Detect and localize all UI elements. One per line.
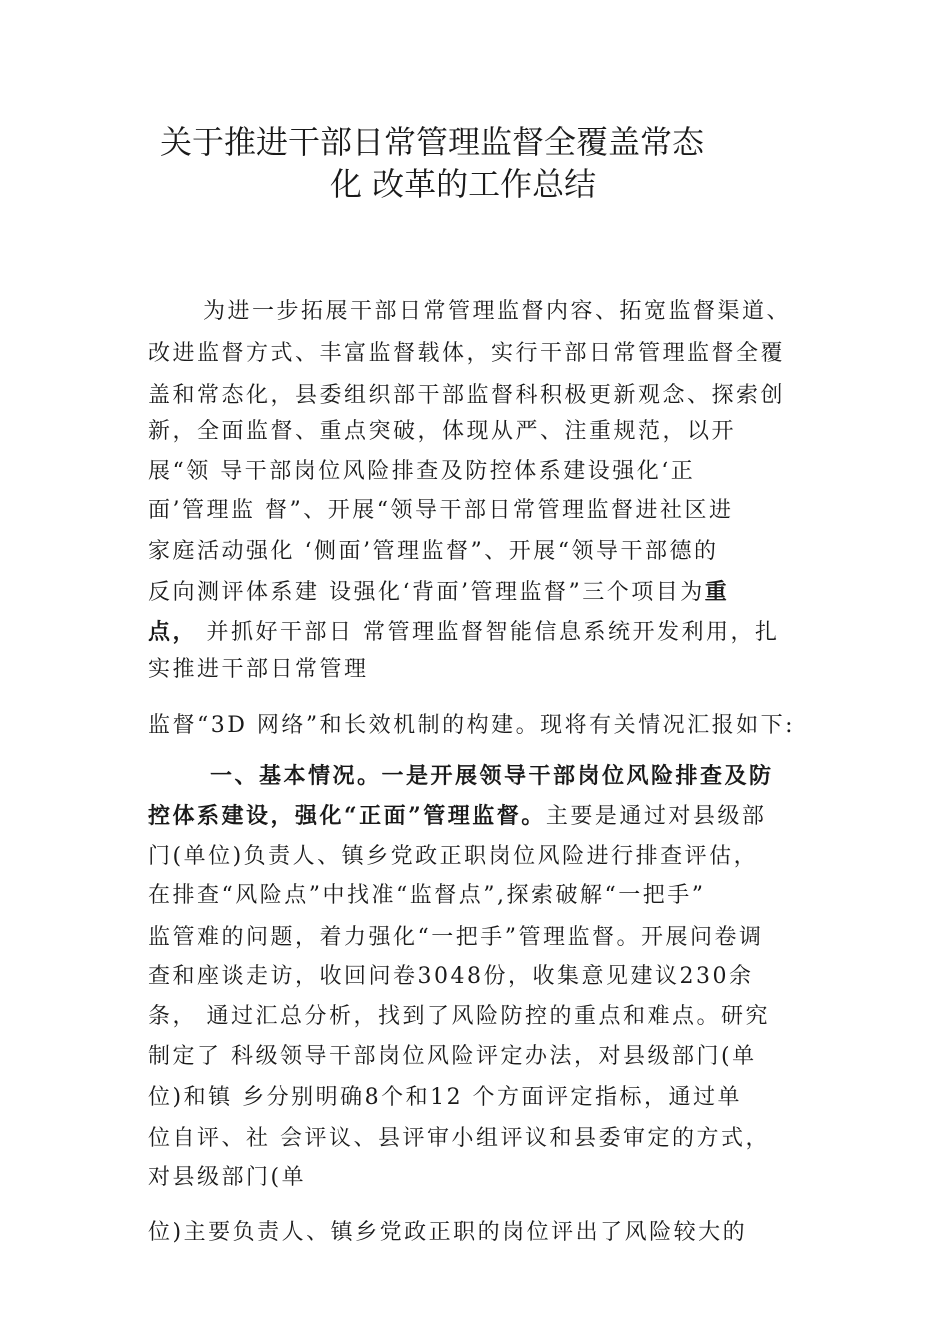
text-run: 反向测评体系建 设强化‘背面’管理监督”三个项目为 — [148, 580, 705, 605]
paragraph-1-line: 盖和常态化，县委组织部干部监督科积极更新观念、探索创 — [148, 383, 786, 408]
paragraph-3-line — [148, 801, 766, 832]
paragraph-3-line: 位)和镇 乡分别明确8个和12 个方面评定指标，通过单 — [148, 1085, 743, 1110]
bold-text-run: 重 — [704, 579, 730, 605]
paragraph-1-line: 为进一步拓展干部日常管理监督内容、拓宽监督渠道、 — [203, 299, 792, 324]
paragraph-1-line: 新，全面监督、重点突破，体现从严、注重规范，以开 — [148, 419, 737, 444]
paragraph-1-line: 家庭活动强化 ‘侧面’管理监督”、开展“领导干部德的 — [148, 539, 719, 564]
bold-text-run: 点， — [148, 619, 198, 645]
document-title-line-2: 化 改革的工作总结 — [330, 165, 597, 203]
paragraph-1-line: 展“领 导干部岗位风险排查及防控体系建设强化‘正 — [148, 459, 696, 484]
paragraph-1-line — [148, 577, 729, 608]
bold-text-run: 一、基本情况。一是开展领导干部岗位风险排查及防 — [210, 763, 774, 789]
paragraph-2-line: 监督“3D 网络”和长效机制的构建。现将有关情况汇报如下: — [148, 713, 796, 738]
paragraph-3-line: 在排查“风险点”中找准“监督点”,探索破解“一把手” — [148, 883, 706, 908]
paragraph-1-line — [148, 617, 780, 648]
bold-text-run: 控体系建设，强化“正面”管理监督。 — [148, 803, 546, 829]
paragraph-3-line: 制定了 科级领导干部岗位风险评定办法，对县级部门(单 — [148, 1044, 757, 1069]
paragraph-1-line: 实推进干部日常管理 — [148, 657, 369, 682]
paragraph-1-line: 改进监督方式、丰富监督载体，实行干部日常管理监督全覆 — [148, 341, 786, 366]
paragraph-3-line: 对县级部门(单 — [148, 1165, 307, 1190]
text-run: 主要是通过对县级部 — [545, 804, 767, 829]
paragraph-4-line: 位)主要负责人、镇乡党政正职的岗位评出了风险较大的 — [148, 1220, 748, 1245]
paragraph-3-line: 位自评、社 会评议、县评审小组评议和县委审定的方式， — [148, 1126, 770, 1151]
paragraph-3-line: 监管难的问题，着力强化“一把手”管理监督。开展问卷调 — [148, 925, 764, 950]
paragraph-3-line: 查和座谈走访，收回问卷3048份，收集意见建议230余 — [148, 964, 754, 989]
paragraph-3-line: 条， 通过汇总分析，找到了风险防控的重点和难点。研究 — [148, 1004, 770, 1029]
document-title-line-1: 关于推进干部日常管理监督全覆盖常态 — [160, 123, 705, 161]
paragraph-3-line: 门(单位)负责人、镇乡党政正职岗位风险进行排查评估， — [148, 844, 759, 869]
paragraph-1-line: 面’管理监 督”、开展“领导干部日常管理监督进社区进 — [148, 498, 734, 523]
text-run: 并抓好干部日 常管理监督智能信息系统开发利用，扎 — [197, 620, 780, 645]
section-heading — [210, 761, 774, 792]
